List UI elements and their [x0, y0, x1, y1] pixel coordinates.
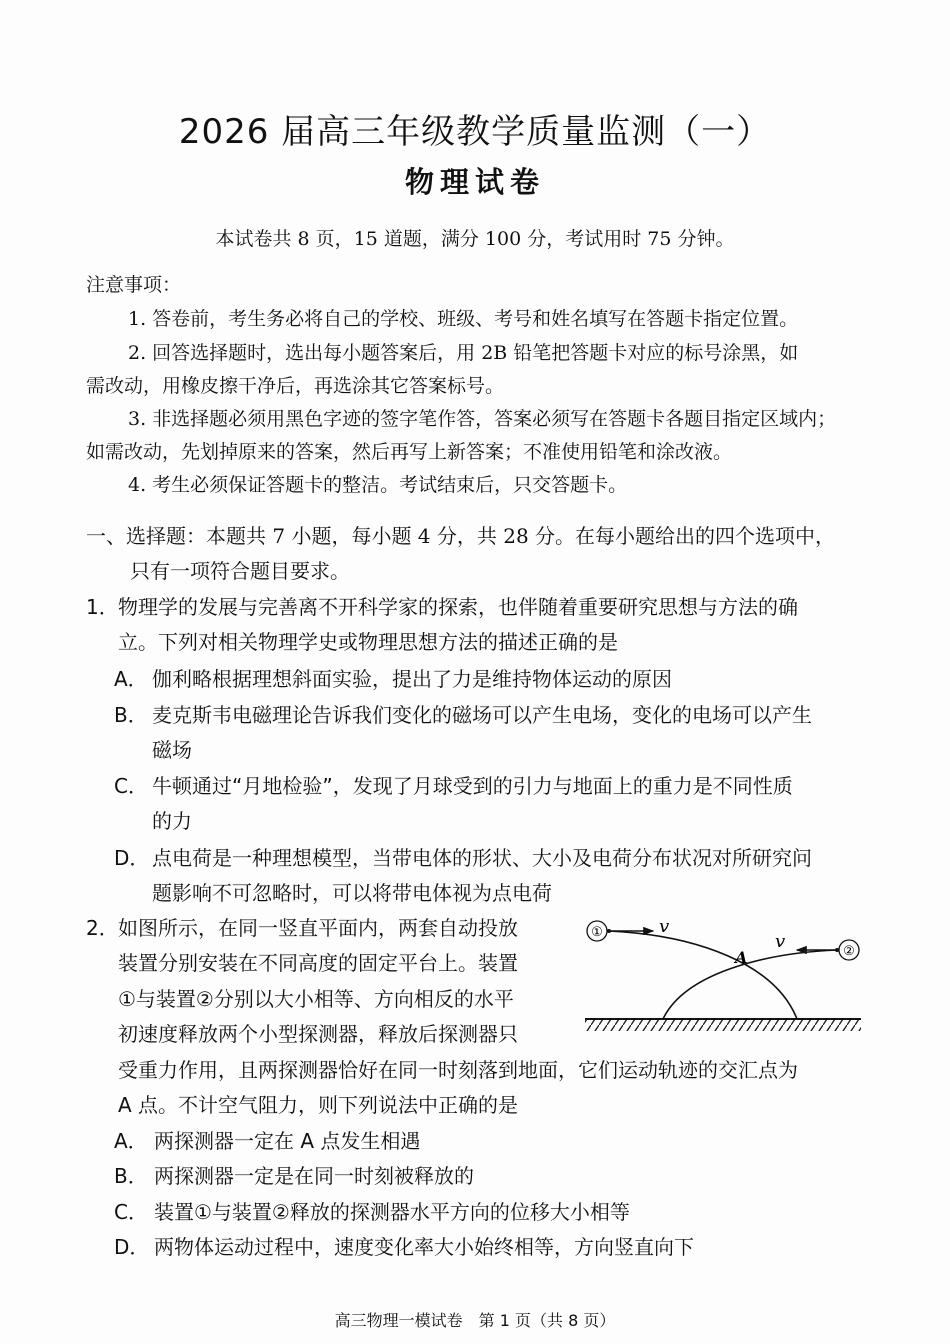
note-line: 1. 答卷前，考生务必将自己的学校、班级、考号和姓名填写在答题卡指定位置。	[128, 308, 799, 330]
question-stem: 如图所示，在同一竖直平面内，两套自动投放	[118, 916, 518, 940]
trajectory-1	[609, 931, 797, 1019]
option-text: 麦克斯韦电磁理论告诉我们变化的磁场可以产生电场，变化的电场可以产生	[152, 703, 812, 727]
page-footer: 高三物理一模试卷 第 1 页（共 8 页）	[334, 1311, 616, 1330]
release-point-2	[835, 948, 839, 952]
question-stem: 装置分别安装在不同高度的固定平台上。装置	[118, 951, 518, 975]
ground-hatching	[585, 1019, 861, 1031]
point-a-label: A	[735, 948, 748, 967]
option-text: 牛顿通过“月地检验”，发现了月球受到的引力与地面上的重力是不同性质	[152, 774, 793, 798]
note-line: 2. 回答选择题时，选出每小题答案后，用 2B 铅笔把答题卡对应的标号涂黑，如	[128, 342, 799, 364]
option-text: 装置①与装置②释放的探测器水平方向的位移大小相等	[154, 1200, 630, 1224]
question-stem: 物理学的发展与完善离不开科学家的探索，也伴随着重要研究思想与方法的确	[118, 595, 798, 619]
question-number: 1．	[86, 595, 119, 619]
velocity-2-label: v	[775, 931, 786, 952]
option-label: D．	[114, 1235, 150, 1259]
option-text: 两探测器一定是在同一时刻被释放的	[154, 1164, 474, 1188]
exam-info: 本试卷共 8 页，15 道题，满分 100 分，考试用时 75 分钟。	[215, 228, 735, 250]
note-line: 如需改动，先划掉原来的答案，然后再写上新答案；不准使用铅笔和涂改液。	[86, 441, 733, 463]
option-label: D．	[114, 846, 150, 870]
question-stem: A 点。不计空气阻力，则下列说法中正确的是	[118, 1093, 519, 1117]
question-stem: 立。下列对相关物理学史或物理思想方法的描述正确的是	[118, 630, 618, 654]
option-text: 两探测器一定在 A 点发生相遇	[154, 1129, 421, 1153]
note-line: 3. 非选择题必须用黑色字迹的签字笔作答，答案必须写在答题卡各题目指定区域内；	[128, 408, 837, 430]
question-stem: 初速度释放两个小型探测器，释放后探测器只	[118, 1022, 518, 1046]
device-1-label: ①	[591, 925, 603, 940]
velocity-1-label: v	[659, 916, 670, 937]
option-label: B．	[114, 1164, 148, 1188]
option-label: C．	[114, 1200, 148, 1224]
option-label: B．	[114, 703, 148, 727]
question-stem: ①与装置②分别以大小相等、方向相反的水平	[118, 987, 514, 1011]
option-text: 的力	[152, 809, 192, 833]
note-line: 4. 考生必须保证答题卡的整洁。考试结束后，只交答题卡。	[128, 474, 628, 496]
option-text: 伽利略根据理想斜面实验，提出了力是维持物体运动的原因	[152, 667, 672, 691]
note-line: 需改动，用橡皮擦干净后，再选涂其它答案标号。	[86, 375, 505, 397]
page-subtitle: 物理试卷	[404, 165, 545, 199]
question-number: 2．	[86, 916, 119, 940]
question-stem: 受重力作用，且两探测器恰好在同一时刻落到地面，它们运动轨迹的交汇点为	[118, 1058, 798, 1082]
option-label: A．	[114, 1129, 148, 1153]
page-title: 2026 届高三年级教学质量监测（一）	[178, 112, 772, 152]
section-heading-cont: 只有一项符合题目要求。	[130, 559, 350, 583]
release-point-1	[607, 929, 611, 933]
option-text: 题影响不可忽略时，可以将带电体视为点电荷	[152, 881, 552, 905]
notes-heading: 注意事项：	[86, 274, 182, 296]
device-2-label: ②	[843, 944, 855, 959]
option-text: 磁场	[152, 738, 192, 762]
trajectory-figure	[575, 905, 870, 1035]
option-label: A．	[114, 667, 148, 691]
section-heading: 一、选择题：本题共 7 小题，每小题 4 分，共 28 分。在每小题给出的四个选项中，	[86, 524, 836, 548]
option-text: 两物体运动过程中，速度变化率大小始终相等，方向竖直向下	[154, 1235, 694, 1259]
option-label: C．	[114, 774, 148, 798]
option-text: 点电荷是一种理想模型，当带电体的形状、大小及电荷分布状况对所研究问	[152, 846, 812, 870]
trajectory-2	[663, 950, 837, 1019]
